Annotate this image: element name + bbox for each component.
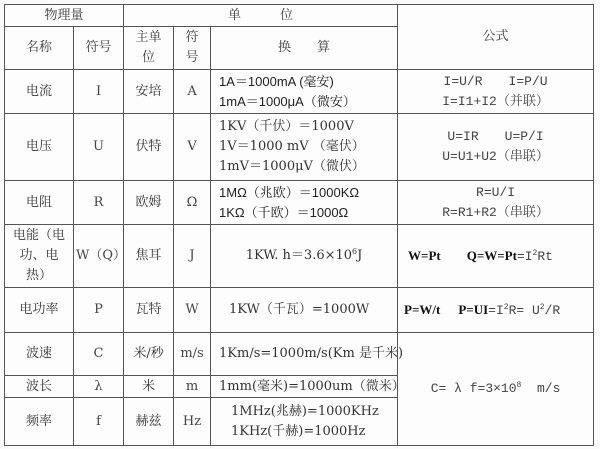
header-physical-quantity: 物理量 — [5, 5, 124, 27]
header-conversion: 换 算 — [211, 27, 398, 70]
formula: P=W/t $P=UI=I^2R= U^2/R$ — [398, 288, 594, 333]
conversion — [211, 376, 405, 398]
header-main-unit: 主单位 — [124, 27, 174, 70]
unit-symbol: Ω — [174, 181, 211, 225]
quantity-symbol: R — [74, 181, 124, 225]
conversion-line: 1mA＝1000μA（微安） — [219, 93, 356, 109]
quantity-name: 电压 — [5, 114, 74, 181]
main-unit: 焦耳 — [124, 225, 174, 288]
header-formula: 公式 — [398, 5, 594, 70]
formula: W=Pt $Q=W=Pt=I^2Rt$ — [398, 225, 594, 288]
unit-symbol: m — [174, 376, 211, 398]
quantity-symbol: W（Q） — [74, 225, 124, 288]
formula-part: R=U/I — [476, 184, 516, 200]
formula — [398, 114, 594, 181]
table-row — [5, 70, 594, 114]
unit-symbol: A — [174, 70, 211, 114]
physics-units-table — [4, 4, 594, 446]
conversion — [211, 333, 404, 376]
table-row — [5, 333, 594, 376]
unit-symbol: W — [174, 288, 211, 333]
table-row — [5, 288, 594, 333]
conversion-line: 1MHz(兆赫)=1000KHz — [231, 403, 379, 419]
main-unit: 米 — [124, 376, 174, 398]
header-unit: 单 位 — [124, 5, 398, 27]
quantity-name: 电阻 — [5, 181, 74, 225]
unit-symbol: J — [174, 225, 211, 288]
conversion: 1KW. $h=3.6\times 10^6J$ — [211, 225, 398, 288]
formula-part: U=IR — [447, 129, 479, 144]
quantity-name: 电功率 — [5, 288, 74, 333]
formula-part: U=P/I — [504, 129, 544, 144]
quantity-name: 电流 — [5, 70, 74, 114]
header-symbol: 符号 — [74, 27, 124, 70]
conversion-line: 1mm(毫米)=1000um（微米） — [219, 378, 405, 394]
quantity-symbol: U — [74, 114, 124, 181]
formula-part: R=R1+R2（串联） — [442, 204, 549, 220]
conversion-line: 1KV（千伏）＝1000V — [219, 119, 354, 134]
unit-symbol: V — [174, 114, 211, 181]
quantity-symbol: λ — [74, 376, 124, 398]
main-unit: 赫兹 — [124, 398, 174, 446]
formula — [398, 181, 594, 225]
unit-symbol: Hz — [174, 398, 211, 446]
quantity-symbol: I — [74, 70, 124, 114]
main-unit: 米/秒 — [124, 333, 174, 376]
formula-part: I=U/R — [443, 73, 483, 89]
conversion — [211, 181, 398, 225]
wave-formula: C= λ $f=3\times 10^8$ m/s — [398, 333, 594, 446]
table-row — [5, 225, 594, 288]
conversion-line: 1KW（千瓦）=1000W — [229, 302, 370, 317]
formula — [398, 70, 594, 114]
conversion-line: 1mV＝1000μV（微伏） — [219, 159, 365, 174]
table-row — [5, 181, 594, 225]
header-unit-symbol: 符号 — [174, 27, 211, 70]
quantity-name: 波速 — [5, 333, 74, 376]
conversion — [211, 70, 398, 114]
quantity-name: 电能（电功、电热） — [5, 225, 74, 288]
quantity-name: 波长 — [5, 376, 74, 398]
formula-part: I=I1+I2（并联） — [442, 93, 549, 109]
formula-part: U=U1+U2（串联） — [442, 149, 549, 164]
main-unit: 欧姆 — [124, 181, 174, 225]
conversion-line: 1KHz(千赫)=1000Hz — [231, 423, 366, 439]
conversion — [211, 114, 398, 181]
conversion-line: 1KΩ（千欧）＝1000Ω — [219, 204, 349, 220]
conversion — [211, 288, 398, 333]
unit-symbol: m/s — [174, 333, 211, 376]
conversion-line: 1A＝1000mA (毫安) — [219, 73, 334, 89]
main-unit: 伏特 — [124, 114, 174, 181]
main-unit: 瓦特 — [124, 288, 174, 333]
conversion-line: 1MΩ（兆欧）＝1000KΩ — [219, 184, 360, 200]
quantity-symbol: P — [74, 288, 124, 333]
conversion-line: 1Km/s=1000m/s(Km 是千米) — [219, 346, 404, 361]
header-name: 名称 — [5, 27, 74, 70]
quantity-name: 频率 — [5, 398, 74, 446]
quantity-symbol: C — [74, 333, 124, 376]
conversion-line: 1V＝1000 mV （毫伏） — [219, 139, 365, 154]
main-unit: 安培 — [124, 70, 174, 114]
conversion — [211, 398, 398, 446]
quantity-symbol: f — [74, 398, 124, 446]
table-row — [5, 114, 594, 181]
formula-part: I=P/U — [508, 73, 548, 89]
